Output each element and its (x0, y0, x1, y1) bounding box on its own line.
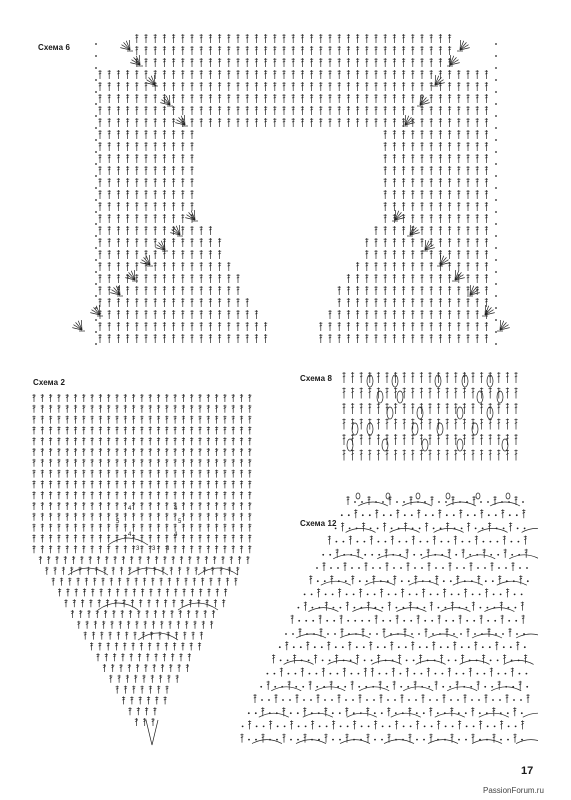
scheme-2-mark: 5 (178, 519, 182, 525)
scheme-2-mark: 4 (128, 506, 132, 512)
scheme-2-mark: 5 (116, 519, 120, 525)
scheme-2-mark: 4 (128, 532, 132, 538)
scheme-12-title: Схема 12 (300, 519, 337, 528)
watermark: PassionForum.ru (483, 786, 544, 795)
scheme-2-diagram (28, 390, 273, 755)
page-number: 17 (521, 765, 534, 777)
scheme-6-diagram (60, 30, 510, 355)
scheme-8-title: Схема 8 (300, 374, 333, 383)
scheme-2-title: Схема 2 (33, 378, 66, 387)
scheme-2-mark: 4 (174, 506, 178, 512)
scheme-2-mark: 3 (136, 546, 140, 552)
scheme-8-diagram (340, 368, 525, 468)
scheme-6-title: Схема 6 (38, 43, 71, 52)
scheme-2-mark: 3 (152, 546, 156, 552)
scheme-2-mark: 3 (166, 546, 170, 552)
scheme-2-mark: 4 (174, 532, 178, 538)
scheme-12-diagram (238, 488, 538, 753)
